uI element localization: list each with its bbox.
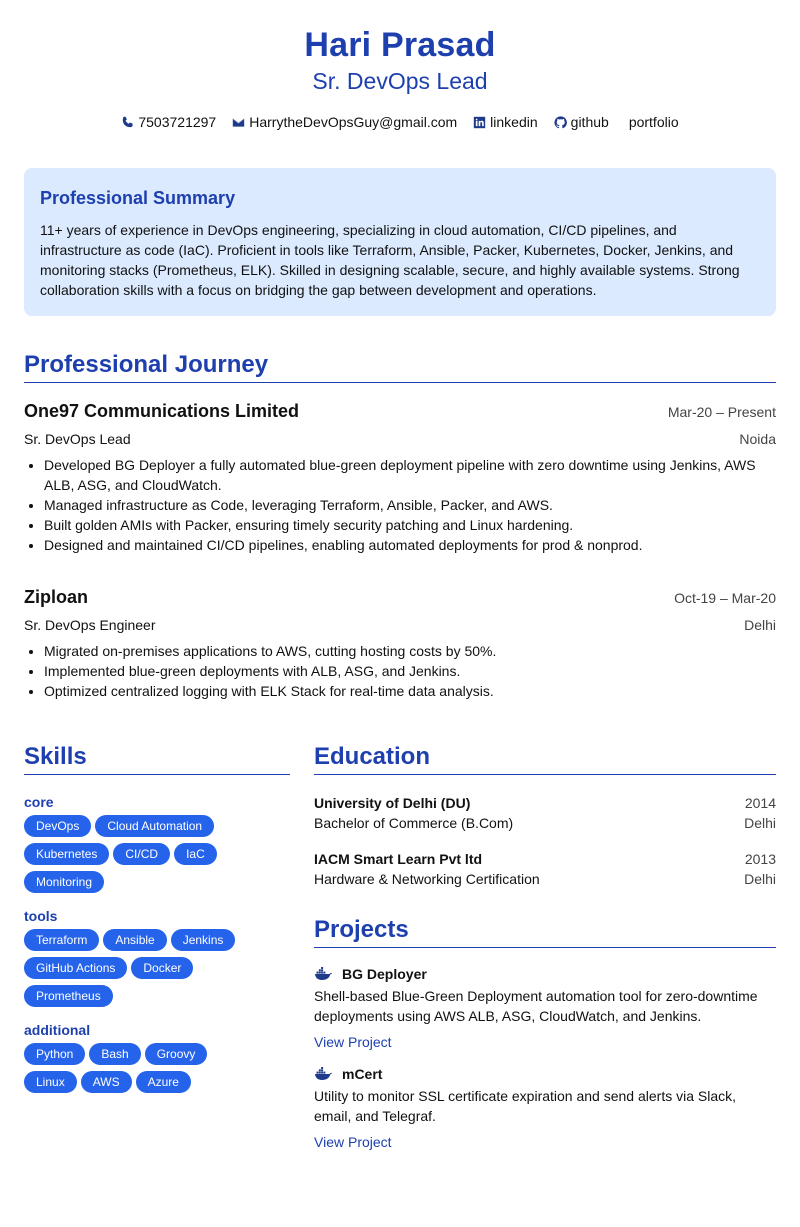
envelope-icon (232, 116, 245, 129)
resume-header (0, 0, 800, 132)
summary-box (24, 168, 776, 316)
skill-pill: Kubernetes (24, 843, 109, 865)
education-degree: Hardware & Networking Certification (314, 871, 540, 887)
skill-category: additional (24, 1022, 91, 1038)
email-link[interactable] (232, 112, 457, 132)
skill-category: core (24, 794, 54, 810)
skill-pill: Bash (89, 1043, 140, 1065)
projects-title: Projects (314, 915, 776, 948)
view-project-link[interactable]: View Project (314, 1134, 392, 1150)
skill-category: tools (24, 908, 58, 924)
bullet-item: • Migrated on-premises applications to AWS, cutting hosting costs by 50%. (44, 641, 776, 661)
phone-link[interactable] (121, 112, 216, 132)
skill-pill: Azure (136, 1071, 191, 1093)
job-dates: Oct-19 – Mar-20 (674, 590, 776, 606)
project-name: BG Deployer (342, 966, 427, 982)
skill-pill: Groovy (145, 1043, 208, 1065)
skills-section (24, 742, 290, 1093)
education-title: Education (314, 742, 776, 775)
job-role: Sr. DevOps Engineer (24, 617, 156, 633)
bullet-item: • Managed infrastructure as Code, leveraging Terraform, Ansible, Packer, and AWS. (44, 495, 776, 515)
job-bullets (24, 641, 776, 701)
skill-pill: CI/CD (113, 843, 170, 865)
linkedin-text: linkedin (490, 114, 538, 130)
education-projects-column (314, 742, 776, 1152)
project-entry (314, 1064, 776, 1152)
skill-pill: Linux (24, 1071, 77, 1093)
skill-pill: Docker (131, 957, 193, 979)
education-entry (314, 849, 776, 889)
job-company: Ziploan (24, 587, 88, 607)
journey-title: Professional Journey (24, 350, 776, 383)
skill-pill: Terraform (24, 929, 99, 951)
education-year: 2013 (744, 851, 776, 867)
project-name: mCert (342, 1066, 383, 1082)
docker-icon (314, 1067, 332, 1081)
education-school: IACM Smart Learn Pvt ltd (314, 851, 483, 867)
job-entry (24, 585, 776, 701)
skill-pill: Monitoring (24, 871, 104, 893)
bullet-item: • Developed BG Deployer a fully automated blue-green deployment pipeline with zero downtime using Jenkins, AWS ALB, ASG, and CloudWatch. (44, 455, 776, 495)
bullet-item: • Built golden AMIs with Packer, ensuring timely security patching and Linux hardening. (44, 515, 776, 535)
job-dates: Mar-20 – Present (667, 404, 776, 420)
skill-group-additional (24, 1021, 290, 1093)
project-description: Shell-based Blue-Green Deployment automation tool for zero-downtime deployments using AWS ALB, ASG, CloudWatch, and Jenkins. (314, 988, 758, 1024)
education-degree: Bachelor of Commerce (B.Com) (314, 815, 514, 831)
education-location: Delhi (744, 871, 776, 887)
docker-icon (314, 967, 332, 981)
skill-pill: DevOps (24, 815, 91, 837)
skill-pill: Prometheus (24, 985, 113, 1007)
person-name: Hari Prasad (304, 26, 496, 64)
linkedin-icon (473, 116, 486, 129)
job-bullets (24, 455, 776, 555)
contact-bar (0, 112, 800, 132)
skill-group-tools (24, 907, 290, 1007)
job-location: Delhi (744, 617, 776, 633)
skill-group-core (24, 793, 290, 893)
github-link[interactable] (554, 112, 609, 132)
email-text: HarrytheDevOpsGuy@gmail.com (249, 114, 458, 130)
person-title: Sr. DevOps Lead (312, 68, 488, 94)
education-school: University of Delhi (DU) (314, 795, 471, 811)
view-project-link[interactable]: View Project (314, 1034, 392, 1050)
bullet-item: • Optimized centralized logging with ELK Stack for real-time data analysis. (44, 681, 776, 701)
professional-journey-section (24, 350, 776, 701)
bullet-item: • Implemented blue-green deployments with ALB, ASG, and Jenkins. (44, 661, 776, 681)
portfolio-link[interactable] (629, 112, 679, 132)
project-entry (314, 964, 776, 1052)
job-location: Noida (739, 431, 776, 447)
skill-pill: Ansible (103, 929, 166, 951)
linkedin-link[interactable] (473, 112, 537, 132)
portfolio-text: portfolio (628, 114, 679, 130)
skill-pill: AWS (81, 1071, 132, 1093)
skill-pill: Jenkins (171, 929, 236, 951)
bullet-item: • Designed and maintained CI/CD pipelines, enabling automated deployments for prod & nonprod. (44, 535, 776, 555)
skills-title: Skills (24, 742, 290, 775)
education-location: Delhi (744, 815, 776, 831)
job-role: Sr. DevOps Lead (24, 431, 131, 447)
skill-pill: Python (24, 1043, 85, 1065)
education-year: 2014 (744, 795, 776, 811)
job-company: One97 Communications Limited (24, 401, 300, 421)
summary-title: Professional Summary (40, 188, 236, 208)
phone-text: 7503721297 (138, 114, 217, 130)
skill-pill: IaC (174, 843, 217, 865)
phone-icon (121, 116, 134, 129)
job-entry (24, 399, 776, 555)
skill-pill: GitHub Actions (24, 957, 127, 979)
project-description: Utility to monitor SSL certificate expiration and send alerts via Slack, email, and Telegraf. (314, 1088, 737, 1124)
github-text: github (570, 114, 609, 130)
skill-pill: Cloud Automation (95, 815, 214, 837)
github-icon (554, 116, 567, 129)
education-entry (314, 793, 776, 833)
summary-text: 11+ years of experience in DevOps engineering, specializing in cloud automation, CI/CD pipelines, and infrastructure as code (IaC). Proficient in tools like Terraform, Ansible, Packer, Kubernetes, Docker, Jenkins, and monitoring stacks (Prometheus, ELK). Skilled in designing scalable, secure, and highly available systems. Strong collaboration skills with a focus on bridging the gap between development and operations. (40, 222, 740, 298)
